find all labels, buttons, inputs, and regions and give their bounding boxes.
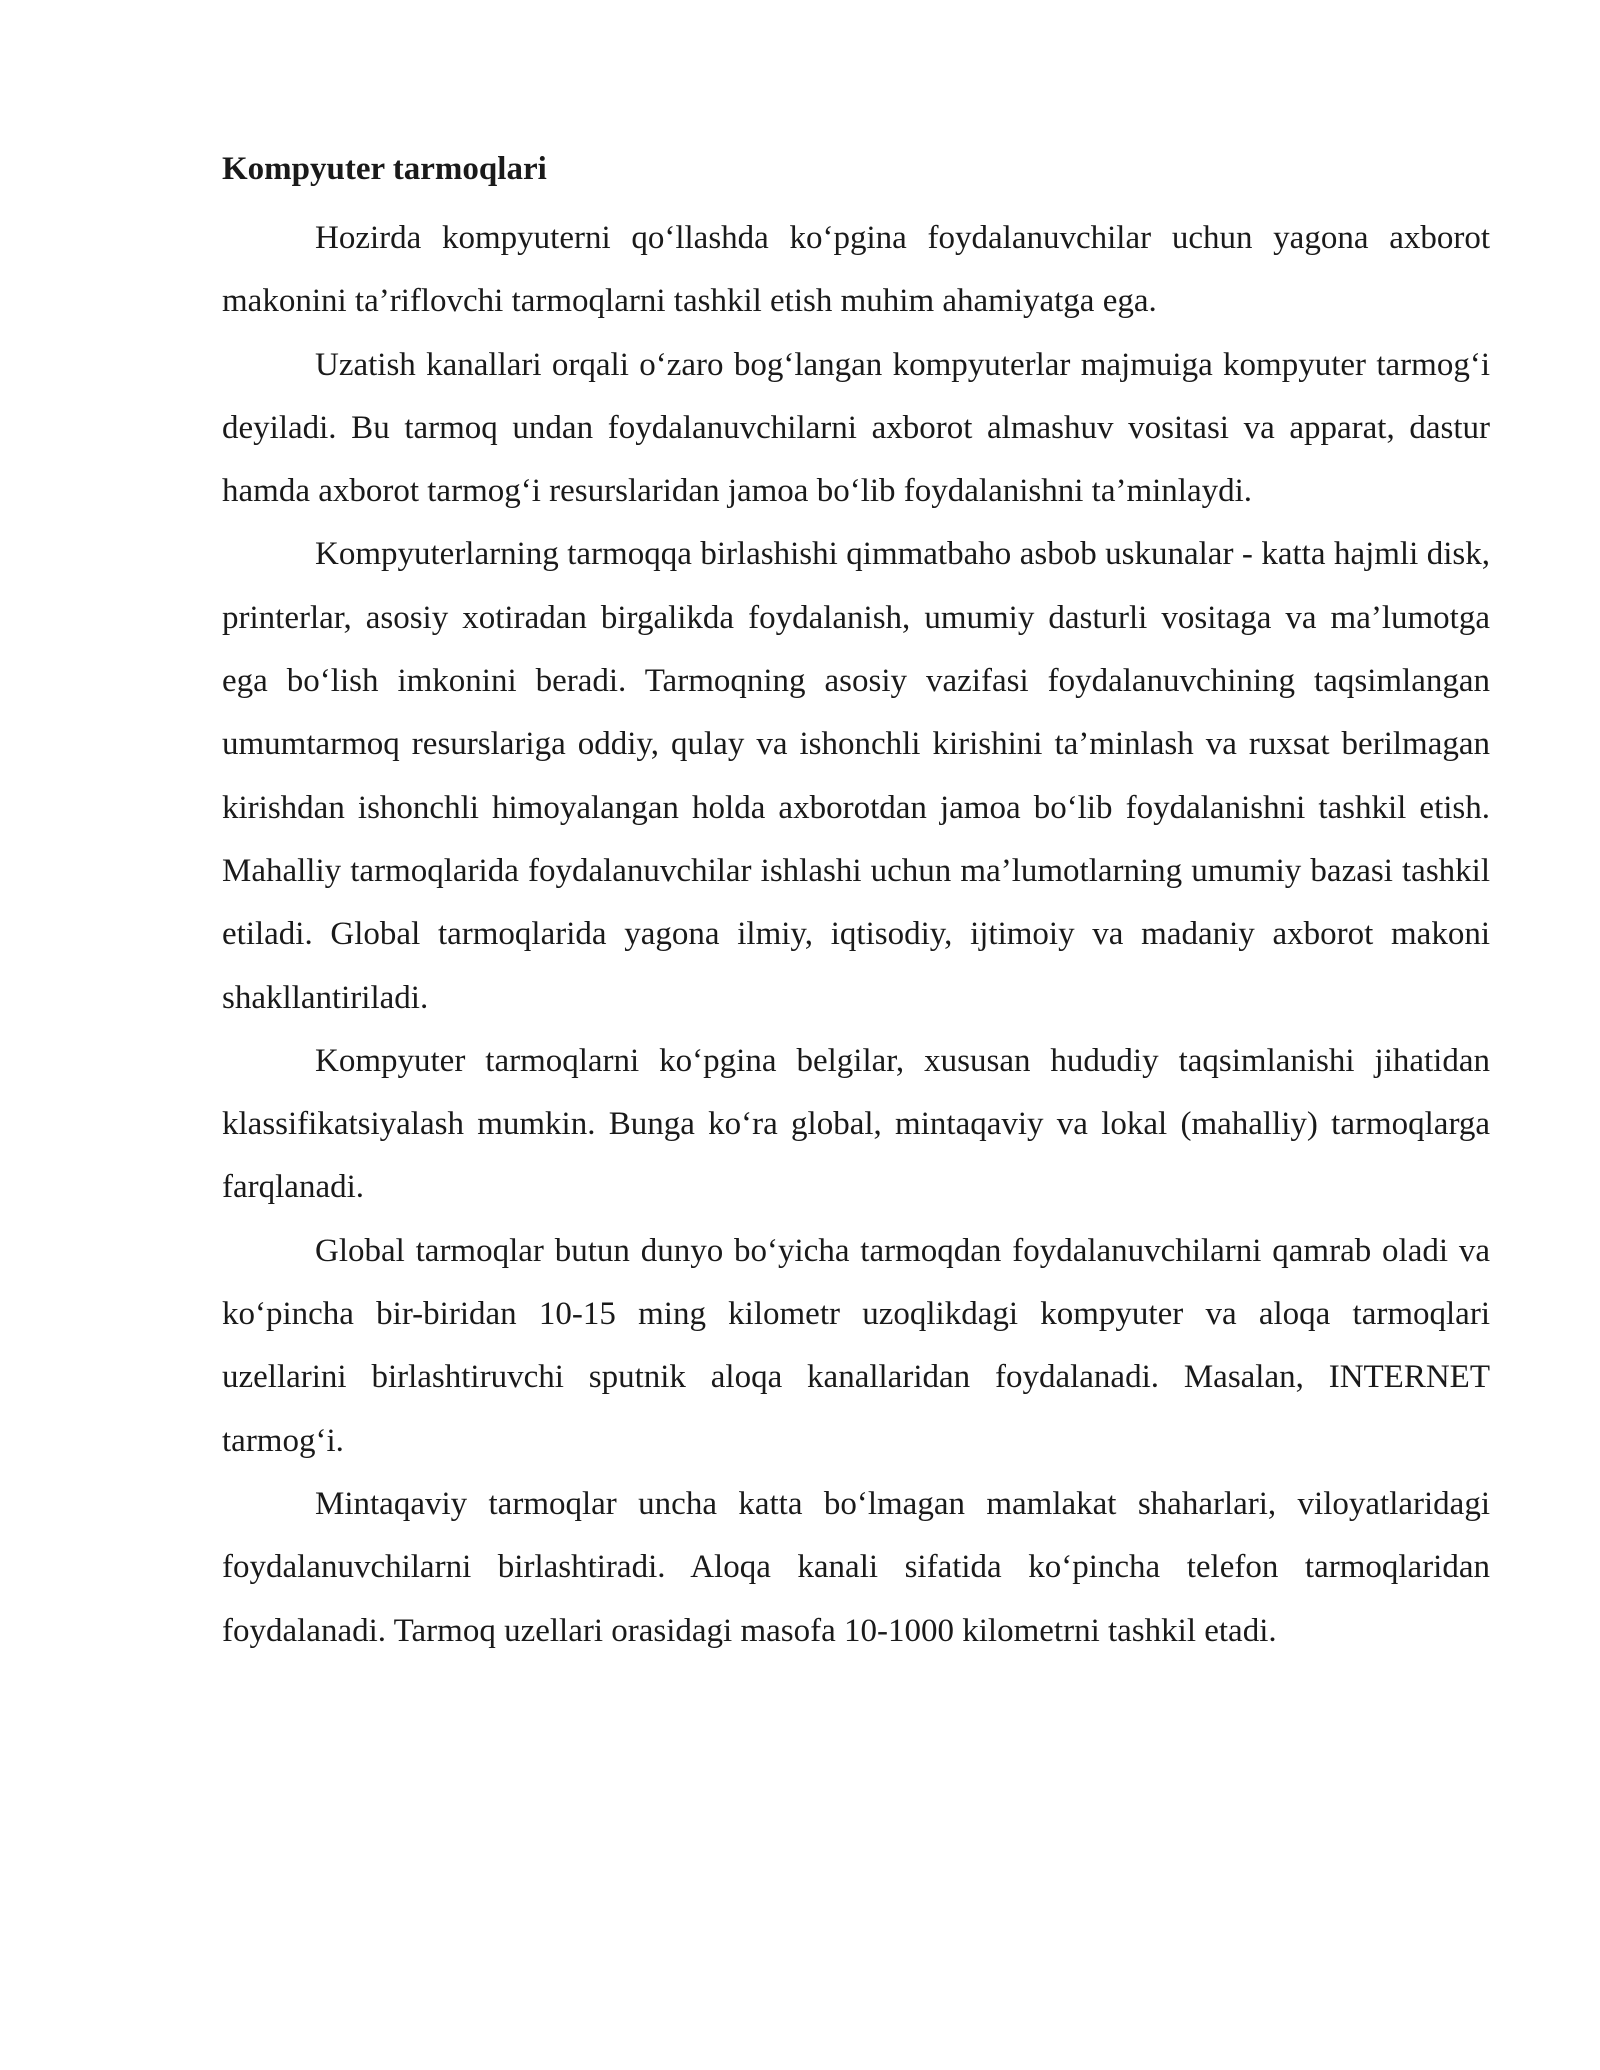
paragraph-global-networks: Global tarmoqlar butun dunyo bo‘yicha tarmoqdan foydalanuvchilarni qamrab oladi va ko‘pincha bir-biridan 10-15 ming kilometr uzoqlikdagi kompyuter va aloqa tarmoqlari uzellarini birlashtiruvchi sputnik aloqa kanallaridan foydalanadi. Masalan, INTERNET tarmog‘i. <box>222 1232 1490 1459</box>
paragraph-purpose: Kompyuterlarning tarmoqqa birlashishi qimmatbaho asbob uskunalar - katta hajmli disk, printerlar, asosiy xotiradan birgalikda foydalanish, umumiy dasturli vositaga va ma’lumotga ega bo‘lish imkonini beradi. Tarmoqning asosiy vazifasi foydalanuvchining taqsimlangan umumtarmoq resurslariga oddiy, qulay va ishonchli kirishini ta’minlash va ruxsat berilmagan kirishdan ishonchli himoyalangan holda axborotdan jamoa bo‘lib foydalanishni tashkil etish. Mahalliy tarmoqlarida foydalanuvchilar ishlashi uchun ma’lumotlarning umumiy bazasi tashkil etiladi. Global tarmoqlarida yagona ilmiy, iqtisodiy, ijtimoiy va madaniy axborot makoni shakllantiriladi. <box>222 536 1490 1016</box>
paragraph-regional-networks: Mintaqaviy tarmoqlar uncha katta bo‘lmagan mamlakat shaharlari, viloyatlaridagi foydalanuvchilarni birlashtiradi. Aloqa kanali sifatida ko‘pincha telefon tarmoqlaridan foydalanadi. Tarmoq uzellari orasidagi masofa 10-1000 kilometrni tashkil etadi. <box>222 1485 1490 1649</box>
paragraph-classification: Kompyuter tarmoqlarni ko‘pgina belgilar, xususan hududiy taqsimlanishi jihatidan klassifikatsiyalash mumkin. Bunga ko‘ra global, mintaqaviy va lokal (mahalliy) tarmoqlarga farqlanadi. <box>222 1042 1490 1206</box>
paragraph-intro: Hozirda kompyuterni qo‘llashda ko‘pgina foydalanuvchilar uchun yagona axborot makonini ta’riflovchi tarmoqlarni tashkil etish muhim ahamiyatga ega. <box>222 220 1490 320</box>
paragraph-definition: Uzatish kanallari orqali o‘zaro bog‘langan kompyuterlar majmuiga kompyuter tarmog‘i deyiladi. Bu tarmoq undan foydalanuvchilarni axborot almashuv vositasi va apparat, dastur hamda axborot tarmog‘i resurslaridan jamoa bo‘lib foydalanishni ta’minlaydi. <box>222 346 1490 510</box>
document-page <box>222 145 1490 1663</box>
document-title: Kompyuter tarmoqlari <box>222 151 547 187</box>
